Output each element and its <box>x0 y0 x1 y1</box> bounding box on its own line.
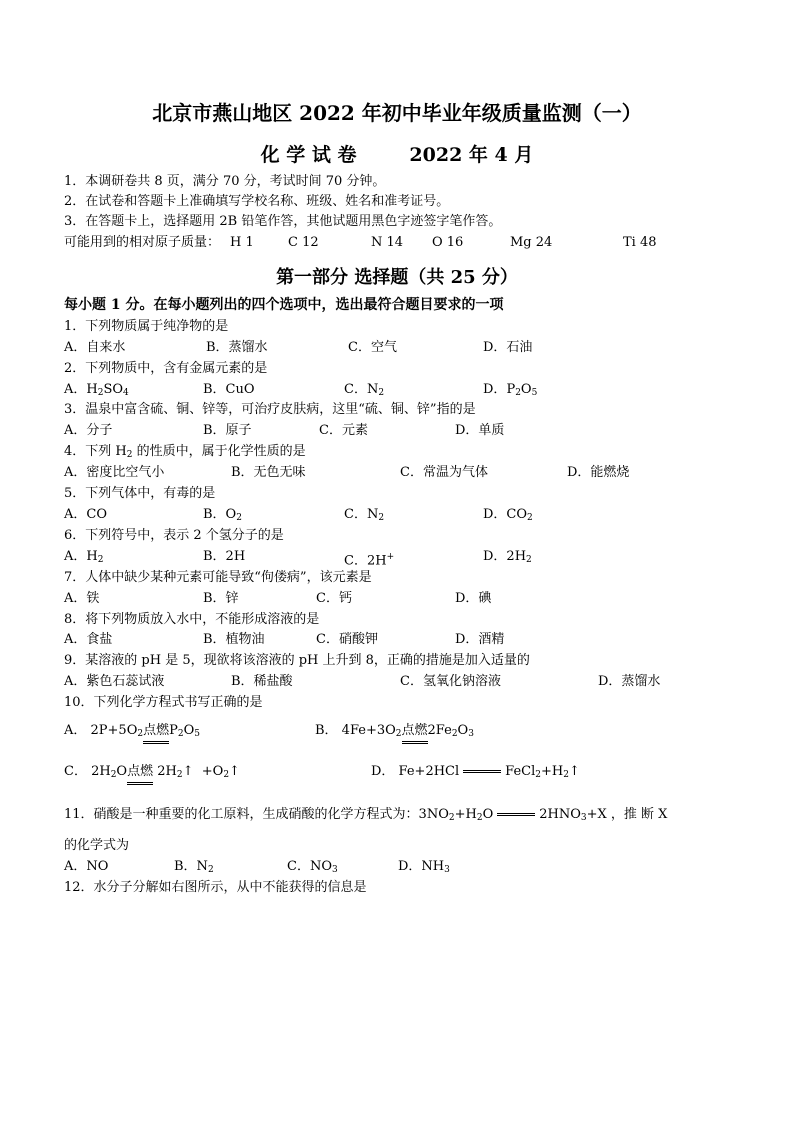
q5-option-b-label: B．O <box>203 507 237 522</box>
q2-option-d[interactable]: D．$P_2O_5$ <box>483 382 538 398</box>
section-instruction: 每小题 1 分。在每小题列出的四个选项中，选出最符合题目要求的一项 <box>64 297 504 313</box>
note-1: 1．本调研卷共 8 页，满分 70 分，考试时间 70 分钟。 <box>64 174 386 189</box>
q4-option-a[interactable]: A．密度比空气小 <box>64 465 165 480</box>
q9-option-d[interactable]: D．蒸馏水 <box>598 674 661 689</box>
q1-option-c[interactable]: C．空气 <box>348 340 397 355</box>
q11-option-b-label: B．N <box>174 859 208 874</box>
q8-stem: 8．将下列物质放入水中，不能形成溶液的是 <box>64 612 320 627</box>
q3-option-a[interactable]: A．分子 <box>64 423 113 438</box>
q7-option-d[interactable]: D．碘 <box>455 591 492 606</box>
q1-stem: 1．下列物质属于纯净物的是 <box>64 319 229 334</box>
q4-stem-a: 4．下列 H <box>64 444 127 459</box>
q2-option-d-label: D． <box>483 382 507 397</box>
q5-stem: 5．下列气体中，有毒的是 <box>64 486 216 501</box>
q11-stem-c: O <box>482 807 494 822</box>
note-3: 3．在答题卡上，选择题用 2B 铅笔作答，其他试题用黑色字迹签字笔作答。 <box>64 214 502 229</box>
q4-stem: 4．下列 $H_2$ 的性质中，属于化学性质的是 <box>64 444 306 460</box>
q1-option-a[interactable]: A．自来水 <box>64 340 126 355</box>
q4-option-c[interactable]: C．常温为气体 <box>400 465 488 480</box>
q8-option-a[interactable]: A．食盐 <box>64 632 113 647</box>
q5-option-d-label: D．CO <box>483 507 528 522</box>
q9-stem: 9．某溶液的 pH 是 5，现欲将该溶液的 pH 上升到 8，正确的措施是加入适量的 <box>64 653 530 668</box>
q7-option-b[interactable]: B．锌 <box>203 591 239 606</box>
q11-stem: 11．硝酸是一种重要的化工原料，生成硝酸的化学方程式为：$3NO_2+H_2O$ $2HNO_3+X$ ，推 断 X <box>64 807 668 823</box>
q5-option-a[interactable]: A．CO <box>64 507 107 522</box>
atomic-mass-ti: Ti 48 <box>623 235 657 250</box>
q3-option-d[interactable]: D．单质 <box>455 423 505 438</box>
section-title: 第一部分 选择题（共 25 分） <box>276 267 518 288</box>
q5-option-c-label: C．N <box>344 507 379 522</box>
q9-option-b[interactable]: B．稀盐酸 <box>231 674 293 689</box>
q2-stem: 2．下列物质中，含有金属元素的是 <box>64 361 268 376</box>
q10-stem: 10．下列化学方程式书写正确的是 <box>64 695 263 710</box>
q10-option-b[interactable]: B． $4Fe+3O_2$点燃$2Fe_2O_3$ <box>315 722 474 744</box>
q2-option-c[interactable]: C．$N_2$ <box>344 382 385 398</box>
atomic-mass-n: N 14 <box>371 235 404 250</box>
q9-option-c[interactable]: C．氢氧化钠溶液 <box>400 674 501 689</box>
atomic-mass-label: 可能用到的相对原子质量： <box>64 235 221 250</box>
q1-option-b[interactable]: B．蒸馏水 <box>206 340 268 355</box>
q3-option-b[interactable]: B．原子 <box>203 423 252 438</box>
q10-b-condition: 点燃 <box>402 724 428 744</box>
q10-a-condition: 点燃 <box>143 724 169 744</box>
q6-option-c-label: C．2H <box>344 553 387 569</box>
q10-option-c[interactable]: C． $2H_2O$点燃 $2H_2↑$ $+O_2↑$ <box>64 763 240 785</box>
q4-option-b[interactable]: B．无色无味 <box>231 465 306 480</box>
q6-option-a-label: A．H <box>64 549 98 564</box>
q6-option-c[interactable]: C．2H+ <box>344 552 395 569</box>
q10-option-a[interactable]: A． $2P+5O_2$点燃$P_2O_5$ <box>64 722 200 744</box>
q11-equals-sign <box>497 813 535 816</box>
q2-option-a-label: A． <box>64 382 87 397</box>
atomic-mass-o: O 16 <box>432 235 464 250</box>
q11-stem-b: +H <box>454 807 477 822</box>
q10-d-equals-sign <box>463 770 501 773</box>
q2-option-c-label: C． <box>344 382 367 397</box>
q5-option-c[interactable]: C．$N_2$ <box>344 507 385 523</box>
q11-stem-e: +X ，推 断 X <box>586 807 668 822</box>
q11-option-a[interactable]: A．NO <box>64 859 109 874</box>
q11-stem-d: 2HNO <box>539 807 581 822</box>
q8-option-b[interactable]: B．植物油 <box>203 632 265 647</box>
q1-option-d[interactable]: D．石油 <box>483 340 533 355</box>
atomic-mass-mg: Mg 24 <box>510 235 553 250</box>
q6-option-a[interactable]: A．$H_2$ <box>64 549 104 565</box>
q2-option-a[interactable]: A．$H_2SO_4$ <box>64 382 129 398</box>
q6-option-d[interactable]: D．$2H_2$ <box>483 549 532 565</box>
atomic-mass-h: H 1 <box>230 235 254 250</box>
q7-stem: 7．人体中缺少某种元素可能导致“佝偻病”，该元素是 <box>64 570 372 585</box>
q7-option-c[interactable]: C．钙 <box>316 591 352 606</box>
note-2: 2．在试卷和答题卡上准确填写学校名称、班级、姓名和准考证号。 <box>64 194 450 209</box>
q2-option-b[interactable]: B．CuO <box>203 382 255 397</box>
q3-option-c[interactable]: C．元素 <box>319 423 368 438</box>
exam-subtitle: 化 学 试 卷 2022 年 4 月 <box>260 144 534 166</box>
q8-option-c[interactable]: C．硝酸钾 <box>316 632 378 647</box>
q11-stem-a: 11．硝酸是一种重要的化工原料，生成硝酸的化学方程式为：3NO <box>64 807 449 822</box>
exam-title: 北京市燕山地区 2022 年初中毕业年级质量监测（一） <box>152 101 642 125</box>
q6-option-d-label: D．2H <box>483 549 527 564</box>
q7-option-a[interactable]: A．铁 <box>64 591 100 606</box>
q10-option-d[interactable]: D． Fe+2HCl $FeCl_2+H_2↑$ <box>371 764 580 780</box>
q11-stem-line2: 的化学式为 <box>64 838 130 853</box>
q6-stem: 6．下列符号中，表示 2 个氢分子的是 <box>64 528 284 543</box>
q11-option-b[interactable]: B．$N_2$ <box>174 859 214 875</box>
q11-option-d-label: D．NH <box>398 859 445 874</box>
q5-option-b[interactable]: B．$O_2$ <box>203 507 242 523</box>
atomic-mass-c: C 12 <box>288 235 319 250</box>
q12-stem: 12．水分子分解如右图所示，从中不能获得的信息是 <box>64 880 367 895</box>
q11-option-d[interactable]: D．$NH_3$ <box>398 859 450 875</box>
q4-option-d[interactable]: D．能燃烧 <box>567 465 630 480</box>
q8-option-d[interactable]: D．酒精 <box>455 632 505 647</box>
q3-stem: 3．温泉中富含硫、铜、锌等，可治疗皮肤病，这里“硫、铜、锌”指的是 <box>64 402 476 417</box>
q6-option-b[interactable]: B．2H <box>203 549 246 564</box>
q10-c-condition: 点燃 <box>127 765 153 785</box>
q11-option-c-label: C．NO <box>287 859 332 874</box>
q4-stem-b: 的性质中，属于化学性质的是 <box>132 444 306 459</box>
q11-option-c[interactable]: C．$NO_3$ <box>287 859 338 875</box>
q9-option-a[interactable]: A．紫色石蕊试液 <box>64 674 165 689</box>
q5-option-d[interactable]: D．$CO_2$ <box>483 507 533 523</box>
